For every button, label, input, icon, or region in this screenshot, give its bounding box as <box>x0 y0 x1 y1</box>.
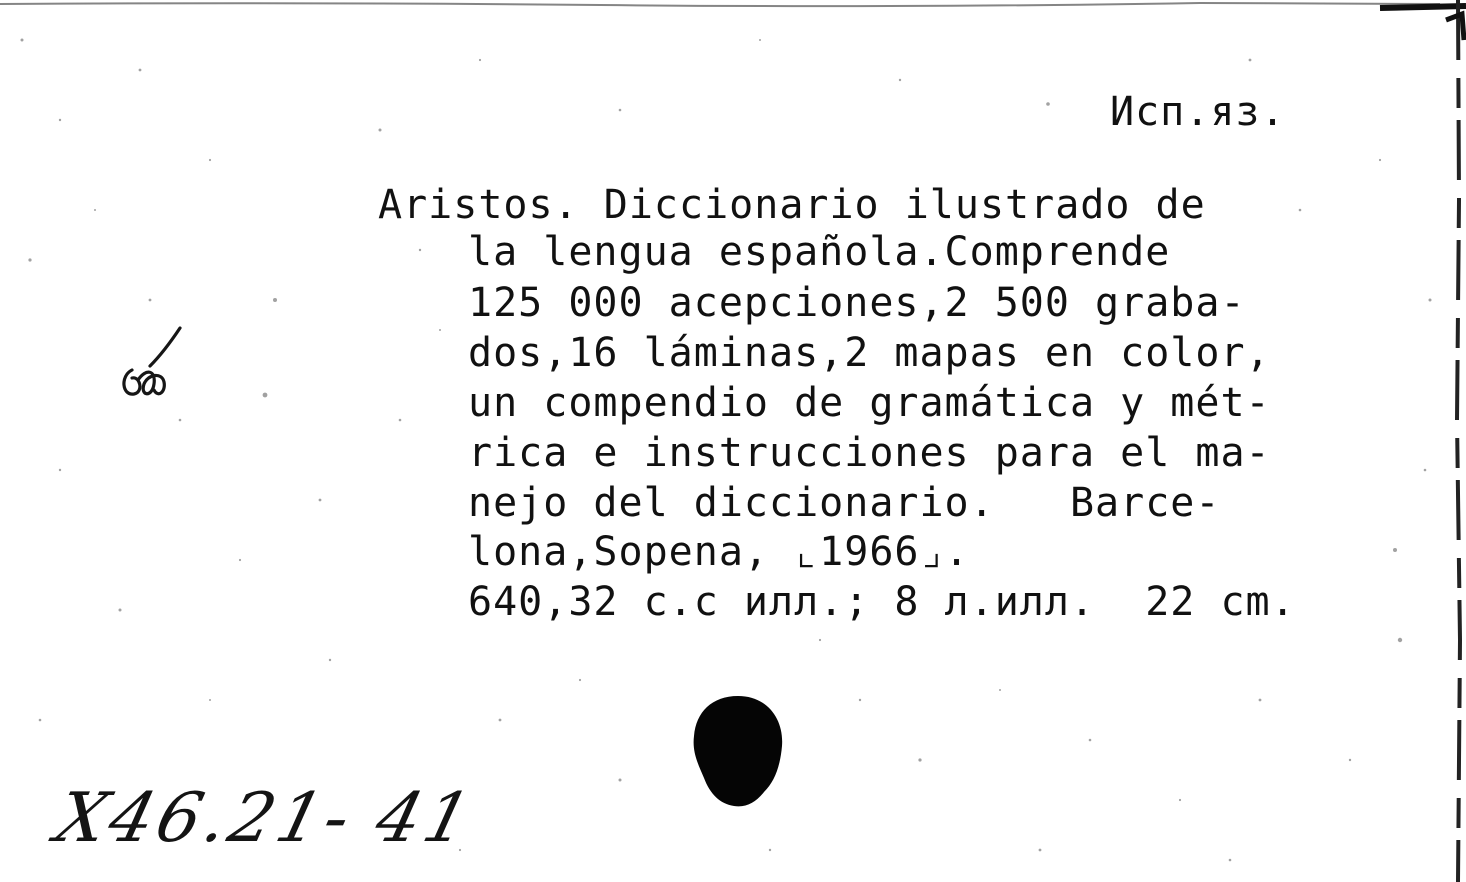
title-line-2: la lengua española.Comprende <box>468 229 1171 275</box>
title-line-1: Aristos. Diccionario ilustrado de <box>378 182 1206 228</box>
card-top-edge <box>0 0 1466 30</box>
title-line-5: un compendio de gramática y mét- <box>468 380 1271 426</box>
title-line-7: nejo del diccionario. Barce- <box>468 480 1221 526</box>
collation-line: 640,32 c.c илл.; 8 л.илл. 22 cm. <box>468 579 1296 625</box>
imprint-line: lona,Sopena, ⌞1966⌟. <box>468 529 970 575</box>
accession-number: X46.21- 41 <box>48 779 483 858</box>
title-line-4: dos,16 láminas,2 mapas en color, <box>468 330 1271 376</box>
title-line-3: 125 000 acepciones,2 500 graba- <box>468 280 1246 326</box>
shelfmark-label: Исп.яз. <box>1110 89 1286 135</box>
card-right-edge <box>1440 0 1466 882</box>
punch-hole <box>690 694 786 810</box>
handwritten-mark-icon <box>110 318 190 408</box>
title-line-6: rica e instrucciones para el ma- <box>468 430 1271 476</box>
